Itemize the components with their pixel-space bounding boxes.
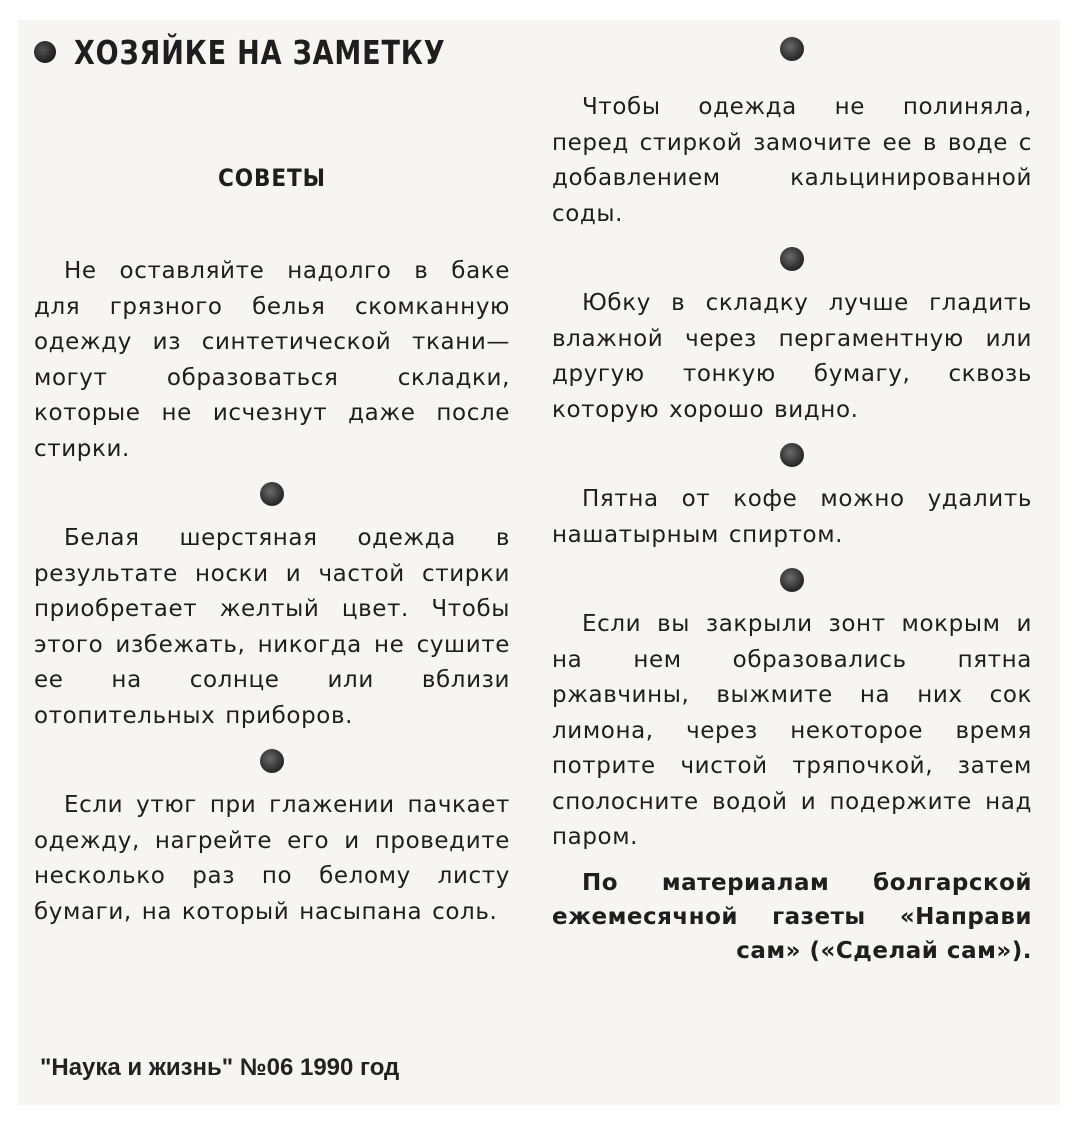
tip-paragraph: Чтобы одежда не полиняла, перед стиркой замочите ее в воде с добавлением кальцинированной соды.	[552, 94, 1032, 227]
rubric-title: ХОЗЯЙКЕ НА ЗАМЕТКУ	[74, 32, 446, 72]
tip-paragraph: Белая шерстяная одежда в результате носки и частой стирки приобретает желтый цвет. Чтобы этого избежать, никогда не сушите ее на солнце или вблизи отопительных приборов.	[34, 525, 510, 729]
bullet-dot-icon	[780, 37, 804, 61]
rubric-header	[34, 32, 510, 72]
separator	[34, 734, 510, 788]
tip-paragraph: Пятна от кофе можно удалить нашатырным спиртом.	[552, 486, 1032, 548]
bullet-dot-icon	[34, 41, 56, 63]
tip-paragraph: Если утюг при глажении пачкает одежду, нагрейте его и проведите несколько раз по белому листу бумаги, на который насыпана соль.	[34, 792, 510, 925]
tip-paragraph: Юбку в складку лучше гладить влажной через пергаментную или другую тонкую бумагу, сквозь которую хорошо видно.	[552, 290, 1032, 423]
source-note: По материалам болгарской ежемесячной газеты «Направи сам» («Сделай сам»).	[552, 869, 1032, 964]
separator	[552, 28, 1032, 70]
tip-paragraph: Не оставляйте надолго в баке для грязного белья скомканную одежду из синтетической ткани—могут образоваться складки, которые не исчезнут даже после стирки.	[34, 258, 510, 462]
separator	[34, 467, 510, 521]
bullet-dot-icon	[260, 482, 284, 506]
bullet-dot-icon	[780, 247, 804, 271]
bullet-dot-icon	[780, 443, 804, 467]
separator	[552, 428, 1032, 482]
tip-paragraph: Если вы закрыли зонт мокрым и на нем образовались пятна ржавчины, выжмите на них сок лимона, через некоторое время потрите чистой тряпочкой, затем сполосните водой и подержите над паром.	[552, 611, 1032, 850]
bullet-dot-icon	[780, 568, 804, 592]
bullet-dot-icon	[260, 749, 284, 773]
separator	[552, 232, 1032, 286]
separator	[552, 553, 1032, 607]
right-column	[552, 28, 1032, 968]
left-column	[34, 28, 510, 930]
section-subtitle: СОВЕТЫ	[218, 164, 326, 192]
publication-caption: "Наука и жизнь" №06 1990 год	[40, 1054, 400, 1081]
